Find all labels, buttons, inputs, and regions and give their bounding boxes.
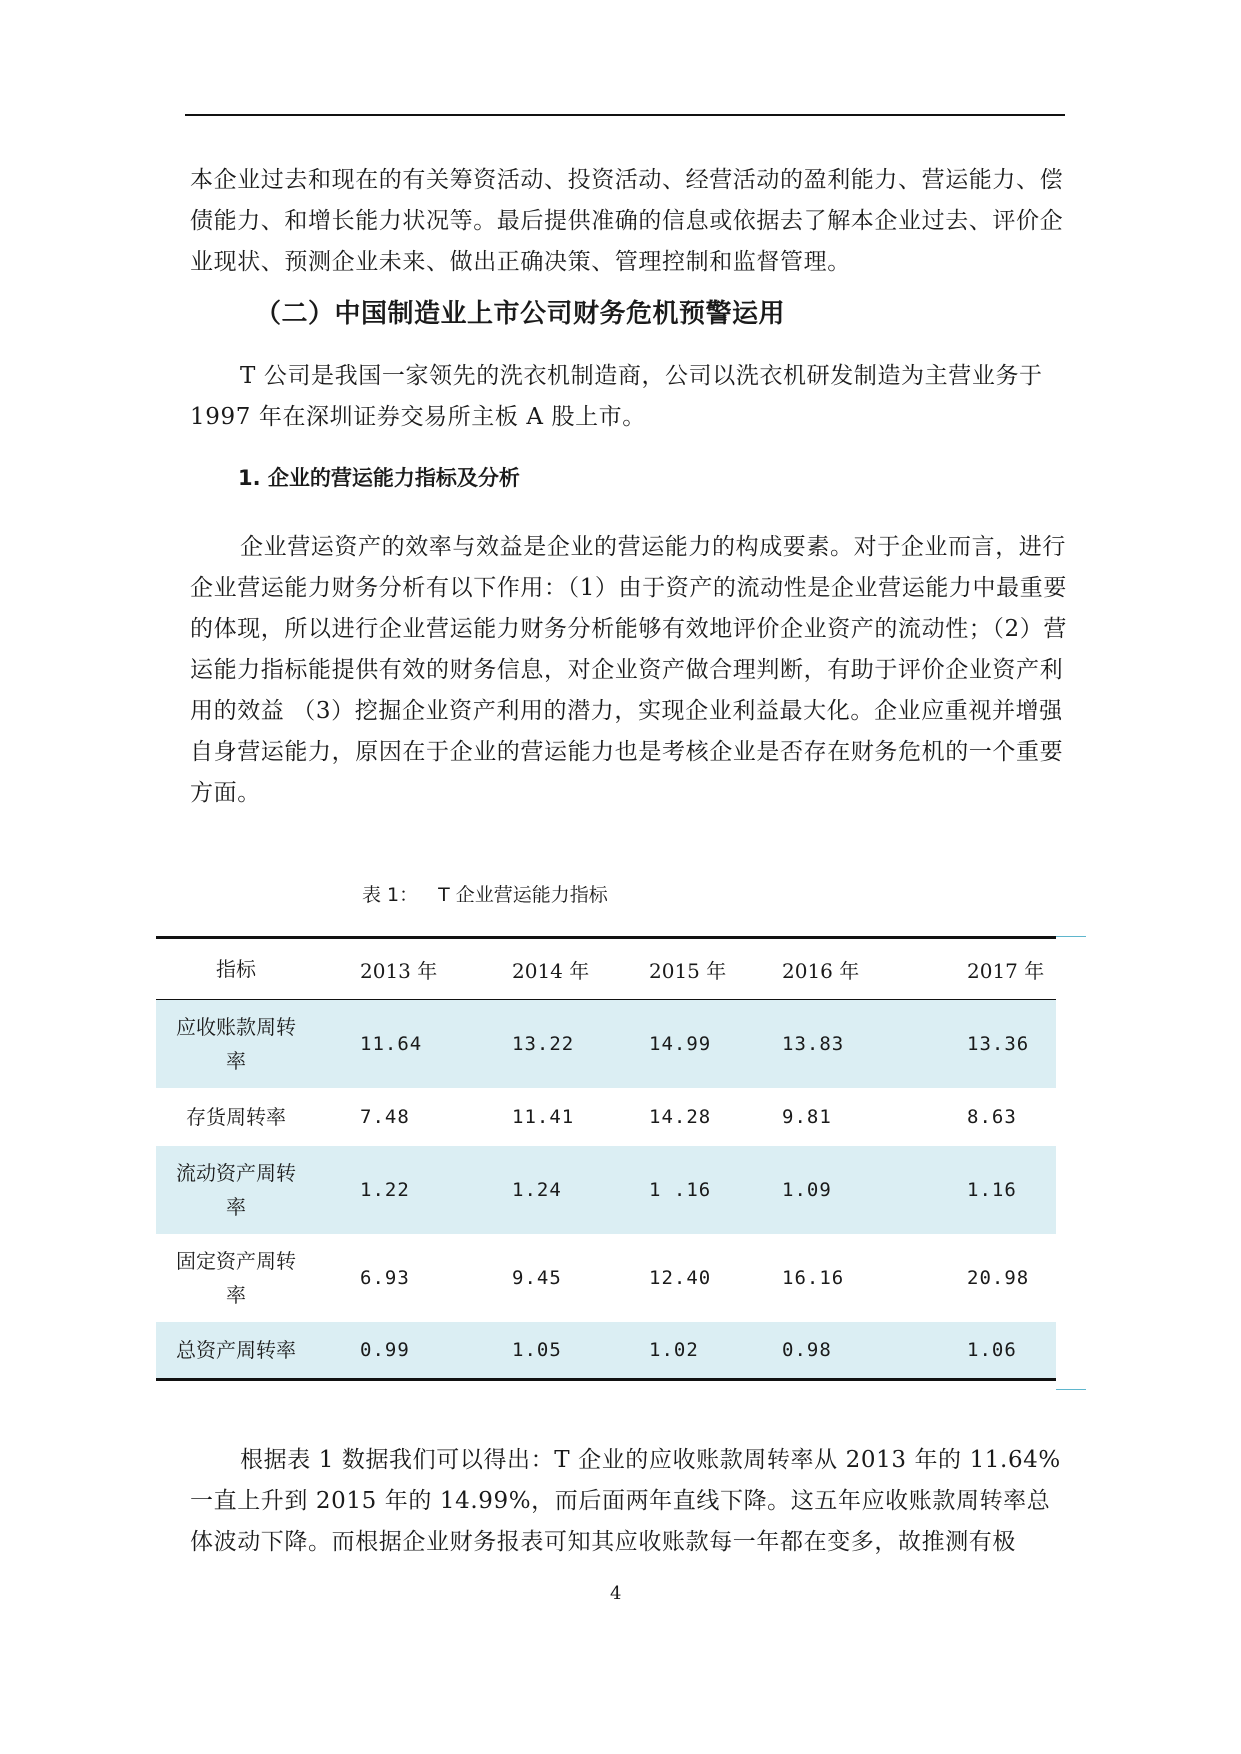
table-cell: 1.06 — [967, 1338, 1017, 1361]
table-caption-title: T 企业营运能力指标 — [438, 884, 608, 906]
table-cell: 8.63 — [967, 1105, 1017, 1128]
header-rule — [185, 114, 1065, 116]
row-label-cell — [156, 1322, 316, 1380]
table-header-cell: 2014 年 — [512, 958, 590, 983]
table-cell: 11.41 — [512, 1105, 575, 1128]
table-cell: 14.99 — [649, 1032, 712, 1055]
table-row — [156, 1322, 1056, 1380]
row-label: 固定资产周转率 — [176, 1248, 296, 1307]
table-cell: 1.22 — [360, 1178, 410, 1201]
row-label: 总资产周转率 — [176, 1337, 296, 1362]
table-bottom-accent-line — [1056, 1389, 1086, 1390]
data-table — [156, 936, 1056, 1381]
table-cell: 0.99 — [360, 1338, 410, 1361]
section-heading: （二）中国制造业上市公司财务危机预警运用 — [255, 299, 786, 329]
body-paragraph-3: 企业营运资产的效率与效益是企业的营运能力的构成要素。对于企业而言，进行企业营运能力财务分析有以下作用：（1）由于资产的流动性是企业营运能力中最重要的体现，所以进行企业营运能力财务分析能够有效地评价企业资产的流动性；（2）营运能力指标能提供有效的财务信息，对企业资产做合理判断，有助于评价企业资产利用的效益 （3）挖掘企业资产利用的潜力，实现企业利益最大化。企业应重视并增强自身营运能力，原因在于企业的营运能力也是考核企业是否存在财务危机的一个重要方面。 — [190, 534, 1067, 806]
row-label: 流动资产周转率 — [176, 1160, 296, 1219]
body-paragraph-2: T 公司是我国一家领先的洗衣机制造商，公司以洗衣机研发制造为主营业务于 1997 年在深圳证券交易所主板 A 股上市。 — [190, 363, 1043, 430]
table-cell: 11.64 — [360, 1032, 423, 1055]
table-cell: 13.22 — [512, 1032, 575, 1055]
table-caption — [362, 880, 608, 910]
table-top-accent-line — [1056, 936, 1086, 937]
table-header-cell: 2015 年 — [649, 958, 727, 983]
table-row — [156, 1000, 1056, 1088]
table-cell: 16.16 — [782, 1266, 845, 1289]
row-label-cell — [156, 1088, 316, 1146]
row-label-cell — [156, 1146, 316, 1234]
table-cell: 20.98 — [967, 1266, 1030, 1289]
table-header-cell: 2013 年 — [360, 958, 438, 983]
table-cell: 14.28 — [649, 1105, 712, 1128]
body-paragraph-4: 根据表 1 数据我们可以得出：T 企业的应收账款周转率从 2013 年的 11.64%一直上升到 2015 年的 14.99%，而后面两年直线下降。这五年应收账款周转率总体波动下降。而根据企业财务报表可知其应收账款每一年都在变多，故推测有极 — [190, 1447, 1061, 1555]
table-cell: 12.40 — [649, 1266, 712, 1289]
table-cell: 7.48 — [360, 1105, 410, 1128]
table-header-cell: 2017 年 — [967, 958, 1045, 983]
table-row — [156, 1234, 1056, 1322]
table-cell: 1.02 — [649, 1338, 699, 1361]
table-cell: 13.36 — [967, 1032, 1030, 1055]
table-cell: 1.05 — [512, 1338, 562, 1361]
table-row — [156, 1088, 1056, 1146]
table-cell: 13.83 — [782, 1032, 845, 1055]
table-cell: 9.45 — [512, 1266, 562, 1289]
table-caption-label: 表 1： — [362, 884, 419, 906]
table-cell: 1.09 — [782, 1178, 832, 1201]
table-cell: 1.16 — [967, 1178, 1017, 1201]
page-number: 4 — [610, 1583, 622, 1604]
subheading: 1. 企业的营运能力指标及分析 — [238, 466, 520, 490]
table-cell: 1.24 — [512, 1178, 562, 1201]
table-header-row — [156, 938, 1056, 1000]
table-header-cell: 2016 年 — [782, 958, 860, 983]
table-cell: 6.93 — [360, 1266, 410, 1289]
table-cell: 1 .16 — [649, 1178, 712, 1201]
body-paragraph-1: 本企业过去和现在的有关筹资活动、投资活动、经营活动的盈利能力、营运能力、偿债能力、和增长能力状况等。最后提供准确的信息或依据去了解本企业过去、评价企业现状、预测企业未来、做出正确决策、管理控制和监督管理。 — [190, 167, 1064, 275]
table-cell: 9.81 — [782, 1105, 832, 1128]
row-label: 应收账款周转率 — [176, 1014, 296, 1073]
row-label-cell — [156, 1000, 316, 1088]
table-header-cell: 指标 — [216, 957, 256, 981]
row-label-cell — [156, 1234, 316, 1322]
row-label: 存货周转率 — [186, 1104, 286, 1129]
table-cell: 0.98 — [782, 1338, 832, 1361]
table-row — [156, 1146, 1056, 1234]
